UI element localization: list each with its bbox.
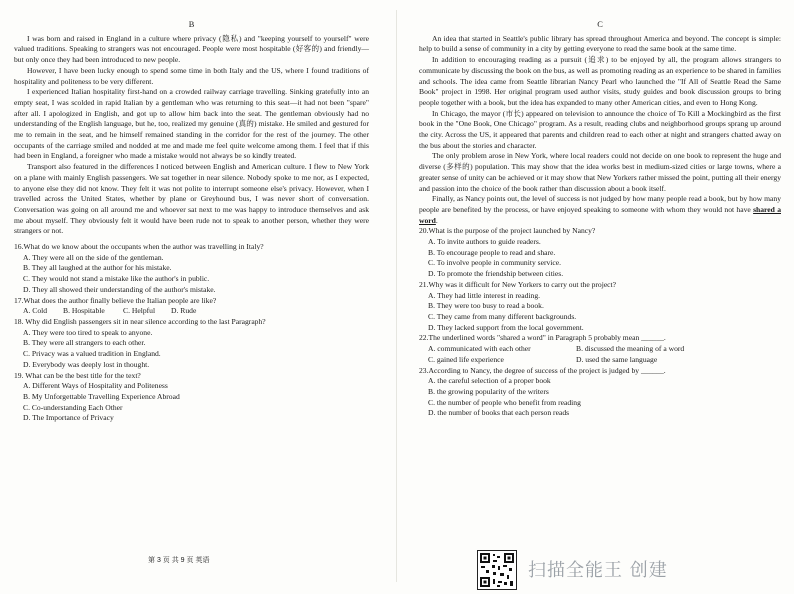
passage-b-paragraph: However, I have been lucky enough to spend some time in both Italy and the US, where I found traditions of hospitality and politeness to be very different. bbox=[14, 65, 369, 86]
option: A. They were too tired to speak to anyone. bbox=[23, 327, 153, 337]
question-16: 16.What do we know about the occupants when the author was travelling in Italy? bbox=[14, 242, 264, 252]
option: A. Different Ways of Hospitality and Politeness bbox=[23, 381, 168, 391]
option: D. They all showed their understanding of the author's mistake. bbox=[23, 284, 216, 294]
passage-c-paragraph: In addition to encouraging reading as a pursuit (追求) to be enjoyed by all, the program allows strangers to communicate by discussing the book on the bus, as well as promoting reading as an experience to be shared in families and schools. The idea came from Seattle librarian Nancy Pearl who launched the "If All of Seattle Read the Same Book" project in 1998. Her original program used author visits, study guides and book discussion groups to bring people together with a book, but the idea has expanded to many other American cities, and even to Hong Kong. bbox=[419, 55, 781, 107]
option: B. My Unforgettable Travelling Experience Abroad bbox=[23, 391, 180, 401]
option: D. Everybody was deeply lost in thought. bbox=[23, 359, 150, 369]
question-20: 20.What is the purpose of the project launched by Nancy? bbox=[419, 226, 596, 236]
paragraph-text: Finally, as Nancy points out, the level of success is not judged by how many people read a book, but by how many people are benefited by the process, or have enjoyed speaking to someone with whom they would not have bbox=[419, 194, 781, 214]
passage-c-paragraph: Finally, as Nancy points out, the level of success is not judged by how many people read a book, but by how many people are benefited by the process, or have enjoyed speaking to someone with whom they would not have shared a word. bbox=[419, 194, 781, 225]
option: C. the number of people who benefit from reading bbox=[428, 397, 581, 407]
question-19: 19. What can be the best title for the text? bbox=[14, 370, 141, 380]
question-18: 18. Why did English passengers sit in near silence according to the last Paragraph? bbox=[14, 316, 266, 326]
option: A. To invite authors to guide readers. bbox=[428, 237, 541, 247]
option: A. Cold bbox=[23, 306, 48, 316]
option: A. They were all on the side of the gentleman. bbox=[23, 252, 164, 262]
option: C. gained life experience bbox=[428, 354, 504, 364]
option: D. The Importance of Privacy bbox=[23, 413, 114, 423]
option: A. They had little interest in reading. bbox=[428, 290, 541, 300]
option: C. Co-understanding Each Other bbox=[23, 402, 123, 412]
option: B. They were all strangers to each other. bbox=[23, 338, 146, 348]
passage-c-paragraph: The only problem arose in New York, where local readers could not decide on one book to represent the huge and diverse (多样的) population. This may show that the idea works best in medium-sized cities or large towns, where a greater sense of unity can be achieved or it may show that New Yorkers rather missed the point, putting all their energy and passion into the choice of the book rather than discussion about a book itself. bbox=[419, 151, 781, 193]
option: B. To encourage people to read and share. bbox=[428, 247, 556, 257]
qr-code-graphic bbox=[478, 551, 516, 589]
option: A. communicated with each other bbox=[428, 344, 531, 354]
option: C. Helpful bbox=[123, 306, 156, 316]
option: D. used the same language bbox=[576, 354, 658, 364]
option: B. They were too busy to read a book. bbox=[428, 301, 544, 311]
column-divider bbox=[396, 10, 397, 582]
section-b-heading: B bbox=[188, 20, 195, 29]
left-column bbox=[14, 20, 369, 424]
qr-code-icon bbox=[477, 550, 517, 590]
section-c-heading: C bbox=[597, 20, 603, 29]
right-column bbox=[419, 20, 781, 419]
option-row bbox=[428, 344, 781, 355]
page-footer: 第 3 页 共 9 页 英语 bbox=[148, 557, 210, 564]
scanner-watermark: 扫描全能王 创建 bbox=[528, 560, 668, 581]
option: C. They would not stand a mistake like the author's in public. bbox=[23, 274, 210, 284]
question-21: 21.Why was it difficult for New Yorkers to carry out the project? bbox=[419, 279, 617, 289]
passage-b-paragraph: I experienced Italian hospitality first-hand on a crowded railway carriage travelling. Sinking gratefully into an empty seat, I was scolded in rapid Italian by a gentleman who was returning to this seat—it had not been "spare" after all. I apologized in English, and got up to allow him back into the seat. The gentleman obviously had no understanding of the English language, but he, too, realized my genuine (真的) mistake. He smiled and gestured for me to remain in the seat, and he himself remained standing in the corridor for the rest of the journey. The other occupants of the carriage smiled and nodded at me and made me feel quite welcome among them. I feel that if this had been in England, a foreigner who made a mistake would not always be so kindly treated. bbox=[14, 87, 369, 161]
question-17: 17.What does the author finally believe the Italian people are like? bbox=[14, 295, 217, 305]
passage-b-paragraph: Transport also featured in the differences I noticed between English and American culture. I flew to New York on a plane with mainly English passengers. We sat together in near silence. Nobody spoke to me nor, as I expected, to anyone else they did not know. They felt it was not polite to interrupt someone else's privacy. However, when I travelled across the United States, whether by plane or Greyhound bus, I was never short of conversation. Conversation was going on all around me and whoever sat next to me was happy to introduce themselves and ask me about myself. They obviously felt it would have been rude not to speak to another person, whether they were strangers or not. bbox=[14, 162, 369, 236]
option: D. Rude bbox=[171, 306, 197, 316]
option-row bbox=[428, 355, 781, 366]
passage-c-paragraph: An idea that started in Seattle's public library has spread throughout America and beyond. The concept is simple: help to build a sense of community in a city by getting everyone to read the same book at the same time. bbox=[419, 33, 781, 54]
option: C. To involve people in community service. bbox=[428, 258, 562, 268]
passage-b-paragraph: I was born and raised in England in a culture where privacy (隐私) and "keeping yourself to yourself" were valued traditions. Speaking to strangers was not encouraged. People were most hospitable (好客的) and friendly—but only once they had been introduced to new people. bbox=[14, 33, 369, 65]
option: B. discussed the meaning of a word bbox=[576, 344, 685, 354]
option: C. They came from many different backgrounds. bbox=[428, 311, 577, 321]
option: C. Privacy was a valued tradition in England. bbox=[23, 349, 161, 359]
option: D. They lacked support from the local government. bbox=[428, 322, 584, 332]
underlined-phrase: shared a word bbox=[419, 204, 781, 225]
option: A. the careful selection of a proper book bbox=[428, 376, 551, 386]
option: B. the growing popularity of the writers bbox=[428, 386, 549, 396]
option: D. To promote the friendship between cities. bbox=[428, 269, 564, 279]
option: D. the number of books that each person reads bbox=[428, 408, 570, 418]
passage-c-paragraph: In Chicago, the mayor (市长) appeared on television to announce the choice of To Kill a Mockingbird as the first book in the "One Book, One Chicago" program. As a result, reading clubs and neighborhood groups sprang up around the city. Across the US, it appeared that parents and children read to each other at night and strangers chatted away on the bus about the stories and character. bbox=[419, 108, 781, 150]
question-22: 22.The underlined words "shared a word" in Paragraph 5 probably mean ______. bbox=[419, 333, 666, 343]
option: B. They all laughed at the author for his mistake. bbox=[23, 263, 172, 273]
option-row bbox=[23, 306, 369, 317]
option: B. Hospitable bbox=[63, 306, 105, 316]
question-23: 23.According to Nancy, the degree of success of the project is judged by ______. bbox=[419, 365, 666, 375]
